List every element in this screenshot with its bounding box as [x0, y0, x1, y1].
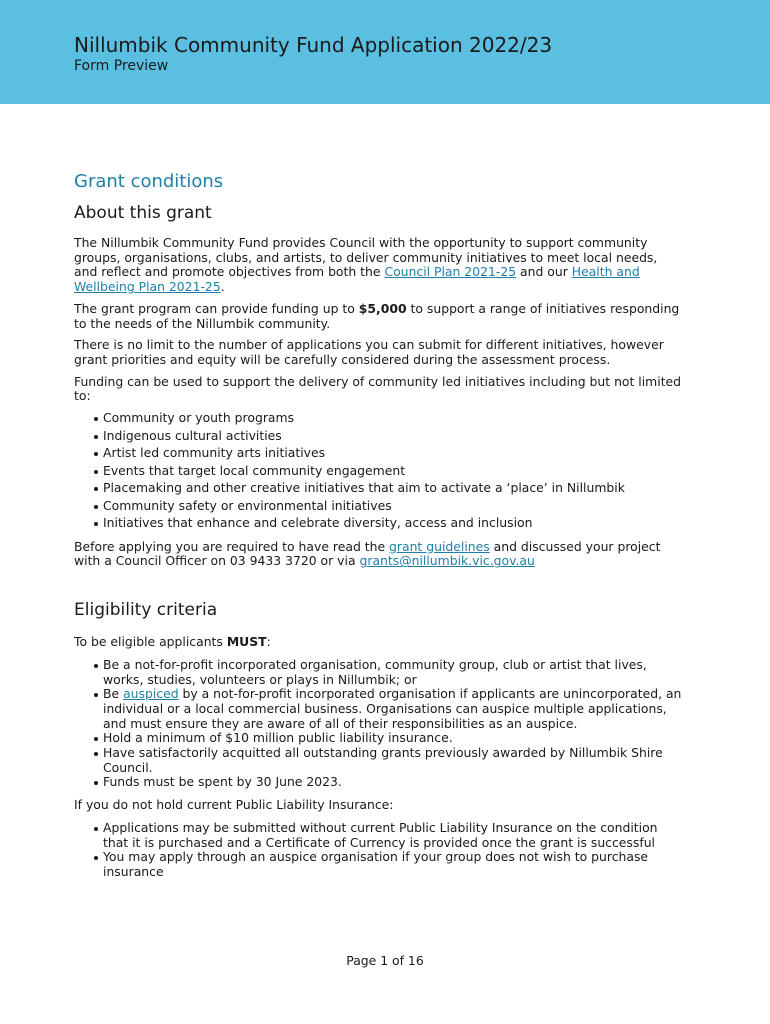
health-plan-link[interactable]: Health and Wellbeing Plan 2021-25 — [74, 264, 640, 295]
initiatives-list — [92, 411, 684, 531]
page-number: Page 1 of 16 — [346, 953, 424, 968]
list-item: Be a not-for-profit incorporated organisation, community group, club or artist that lives, works, studies, volunteers or plays in Nillumbik; or — [92, 658, 684, 687]
list-item: Funds must be spent by 30 June 2023. — [92, 775, 684, 790]
about-heading: About this grant — [74, 203, 212, 223]
form-subtitle: Form Preview — [74, 58, 169, 74]
list-item: Applications may be submitted without current Public Liability Insurance on the condition that it is purchased and a Certificate of Currency is provided once the grant is successful — [92, 821, 684, 850]
list-item: Initiatives that enhance and celebrate diversity, access and inclusion — [92, 516, 684, 531]
about-paragraph-1: The Nillumbik Community Fund provides Council with the opportunity to support community groups, organisations, clubs, and artists, to deliver community initiatives to meet local needs, and reflect and promote objectives from both the Council Plan 2021-25 and our Health and Wellbeing Plan 2021-25. — [74, 235, 658, 295]
insurance-intro: If you do not hold current Public Liability Insurance: — [74, 797, 394, 813]
eligibility-list — [92, 658, 684, 790]
list-item: Events that target local community engagement — [92, 464, 684, 479]
list-item: Hold a minimum of $10 million public liability insurance. — [92, 731, 684, 746]
list-item: Community safety or environmental initiatives — [92, 499, 684, 514]
insurance-list — [92, 821, 684, 880]
form-title: Nillumbik Community Fund Application 2022/23 — [74, 33, 553, 57]
about-paragraph-4: Funding can be used to support the delivery of community led initiatives including but not limited to: — [74, 373, 682, 404]
list-item: Be auspiced by a not-for-profit incorporated organisation if applicants are unincorporated, an individual or a local commercial business. Organisations can auspice multiple applications, and must ensure they are aware of all of their responsibilities as an auspice. — [92, 687, 684, 731]
page-header — [0, 0, 770, 104]
main-content — [74, 170, 684, 886]
grants-email-link[interactable]: grants@nillumbik.vic.gov.au — [359, 553, 535, 569]
eligibility-heading: Eligibility criteria — [74, 600, 218, 621]
section-title: Grant conditions — [74, 171, 224, 192]
about-paragraph-2: The grant program can provide funding up to $5,000 to support a range of initiatives responding to the needs of the Nillumbik community. — [74, 300, 680, 331]
list-item: Have satisfactorily acquitted all outstanding grants previously awarded by Nillumbik Shire Council. — [92, 746, 684, 775]
about-paragraph-5: Before applying you are required to have read the grant guidelines and discussed your project with a Council Officer on 03 9433 3720 or via grants@nillumbik.vic.gov.au — [74, 538, 661, 569]
list-item: Indigenous cultural activities — [92, 429, 684, 444]
list-item: Placemaking and other creative initiatives that aim to activate a ‘place’ in Nillumbik — [92, 481, 684, 496]
about-paragraph-3: There is no limit to the number of applications you can submit for different initiatives, however grant priorities and equity will be carefully considered during the assessment process. — [74, 337, 664, 367]
council-plan-link[interactable]: Council Plan 2021-25 — [384, 264, 517, 280]
list-item: Artist led community arts initiatives — [92, 446, 684, 461]
auspiced-link[interactable]: auspiced — [123, 686, 179, 702]
grant-guidelines-link[interactable]: grant guidelines — [389, 538, 490, 554]
list-item: Community or youth programs — [92, 411, 684, 426]
list-item: You may apply through an auspice organisation if your group does not wish to purchase insurance — [92, 850, 684, 879]
eligibility-intro: To be eligible applicants MUST: — [74, 634, 271, 650]
